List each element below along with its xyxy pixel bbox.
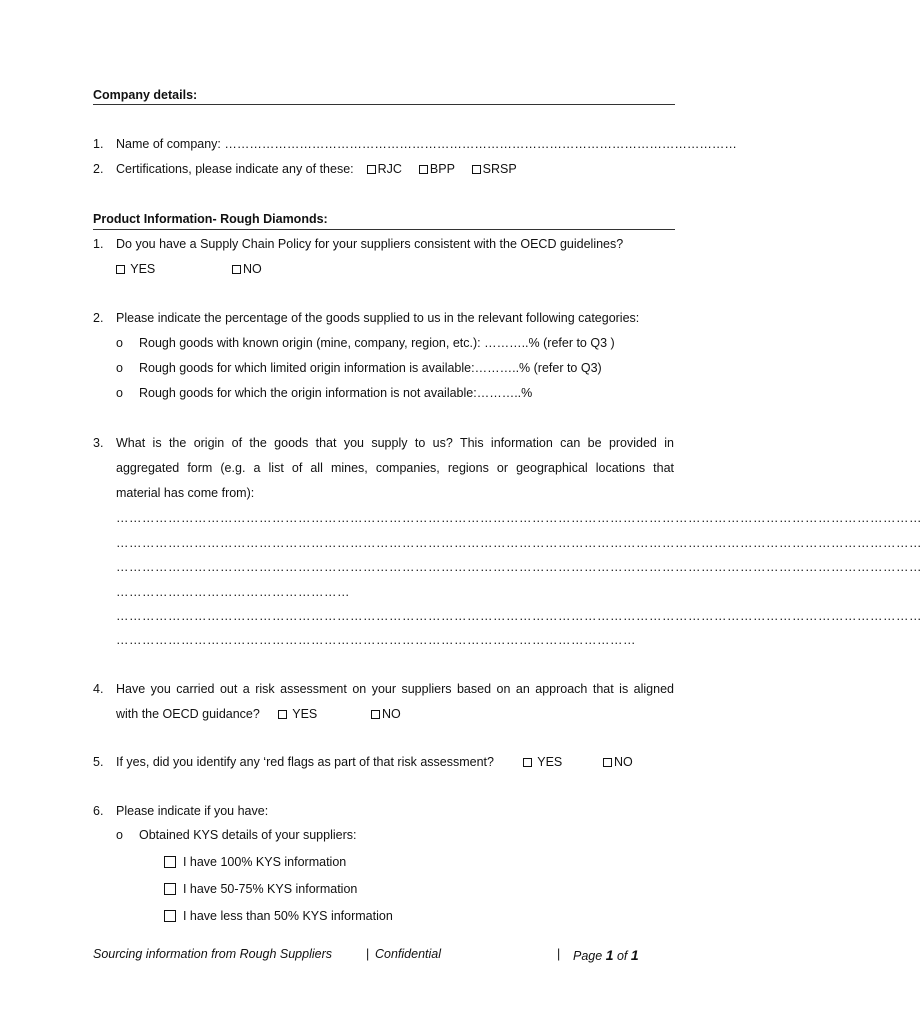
checkbox-srsp[interactable]: [472, 162, 517, 176]
heading-divider: [93, 104, 675, 105]
list-number: 2.: [93, 162, 104, 176]
checkbox-icon: [164, 910, 176, 922]
checkbox-yes[interactable]: [278, 707, 317, 721]
origin-answer-line[interactable]: …………………………………………………………………………………………………………: [116, 633, 636, 647]
footer-separator: |: [557, 947, 561, 961]
origin-answer-line[interactable]: ………………………………………………: [116, 585, 350, 599]
checkbox-icon: [164, 856, 176, 868]
known-origin-field[interactable]: Rough goods with known origin (mine, company, region, etc.): ………..% (refer to Q3 ): [139, 336, 615, 350]
checkbox-no[interactable]: [371, 707, 401, 721]
footer-separator: |: [366, 947, 370, 961]
heading-divider: [93, 229, 675, 230]
red-flags-question: If yes, did you identify any ‘red flags as part of that risk assessment?: [116, 755, 494, 769]
checkbox-icon: [164, 883, 176, 895]
checkbox-icon: [603, 758, 612, 767]
footer-confidential: Confidential: [375, 947, 442, 961]
checkbox-icon: [419, 165, 428, 174]
option-label: I have 100% KYS information: [182, 855, 347, 869]
checkbox-icon: [472, 165, 481, 174]
list-number: 4.: [93, 682, 104, 696]
list-number: 2.: [93, 311, 104, 325]
risk-assessment-question: Have you carried out a risk assessment on your suppliers based on an approach that is aligned: [116, 682, 674, 696]
kys-question: Please indicate if you have:: [116, 804, 269, 818]
checkbox-icon: [371, 710, 380, 719]
checkbox-icon: [367, 165, 376, 174]
checkbox-rjc[interactable]: [367, 162, 402, 176]
option-label: NO: [614, 755, 633, 769]
page-number: 1: [605, 947, 614, 963]
bullet-marker: o: [116, 336, 123, 350]
option-label: YES: [130, 262, 156, 276]
kys-subquestion: Obtained KYS details of your suppliers:: [139, 828, 357, 842]
option-label: NO: [382, 707, 401, 721]
bullet-marker: o: [116, 361, 123, 375]
certifications-label: Certifications, please indicate any of these:: [116, 162, 354, 176]
page-total: 1: [630, 947, 639, 963]
company-name-field[interactable]: Name of company: ……………………………………………………………………………………………………………: [116, 137, 737, 151]
company-details-heading: Company details:: [93, 88, 198, 102]
option-label: YES: [292, 707, 318, 721]
percentage-question: Please indicate the percentage of the goods supplied to us in the relevant following categories:: [116, 311, 640, 325]
product-info-heading: Product Information- Rough Diamonds:: [93, 212, 328, 226]
origin-answer-line[interactable]: ……………………………………………………………………………………………………………………………………………………………………: [116, 609, 922, 623]
bullet-marker: o: [116, 828, 123, 842]
checkbox-bpp[interactable]: [419, 162, 455, 176]
kys-option-less-50[interactable]: [164, 909, 393, 923]
kys-option-100[interactable]: [164, 855, 346, 869]
list-number: 1.: [93, 237, 104, 251]
checkbox-icon: [278, 710, 287, 719]
risk-assessment-question-cont: with the OECD guidance?: [116, 707, 260, 721]
page-indicator: [573, 947, 639, 963]
no-origin-field[interactable]: Rough goods for which the origin information is not available:………..%: [139, 386, 533, 400]
option-label: SRSP: [482, 162, 517, 176]
of-label: of: [616, 949, 628, 963]
certifications-question: [116, 162, 517, 176]
origin-answer-line[interactable]: ……………………………………………………………………………………………………………………………………………………………………: [116, 511, 922, 525]
bullet-marker: o: [116, 386, 123, 400]
checkbox-icon: [116, 265, 125, 274]
checkbox-no[interactable]: [603, 755, 633, 769]
checkbox-icon: [523, 758, 532, 767]
origin-answer-line[interactable]: ……………………………………………………………………………………………………………………………………………………………………: [116, 560, 922, 574]
origin-question-line: aggregated form (e.g. a list of all mines, companies, regions or geographical locations that: [116, 461, 674, 475]
option-label: YES: [537, 755, 563, 769]
limited-origin-field[interactable]: Rough goods for which limited origin information is available:………..% (refer to Q3): [139, 361, 602, 375]
list-number: 1.: [93, 137, 104, 151]
checkbox-icon: [232, 265, 241, 274]
option-label: I have less than 50% KYS information: [182, 909, 393, 923]
option-label: I have 50-75% KYS information: [182, 882, 358, 896]
list-number: 3.: [93, 436, 104, 450]
option-label: BPP: [429, 162, 455, 176]
checkbox-yes[interactable]: [523, 755, 562, 769]
list-number: 5.: [93, 755, 104, 769]
option-label: NO: [243, 262, 262, 276]
origin-question-line: What is the origin of the goods that you supply to us? This information can be provided in: [116, 436, 674, 450]
origin-question-line: material has come from):: [116, 486, 255, 500]
page-label: Page: [573, 949, 603, 963]
supply-chain-policy-question: Do you have a Supply Chain Policy for your suppliers consistent with the OECD guidelines?: [116, 237, 624, 251]
checkbox-yes[interactable]: [116, 262, 155, 276]
kys-option-50-75[interactable]: [164, 882, 357, 896]
origin-answer-line[interactable]: ……………………………………………………………………………………………………………………………………………………………………: [116, 536, 922, 550]
checkbox-no[interactable]: [232, 262, 262, 276]
option-label: RJC: [377, 162, 402, 176]
footer-title: Sourcing information from Rough Suppliers: [93, 947, 333, 961]
list-number: 6.: [93, 804, 104, 818]
